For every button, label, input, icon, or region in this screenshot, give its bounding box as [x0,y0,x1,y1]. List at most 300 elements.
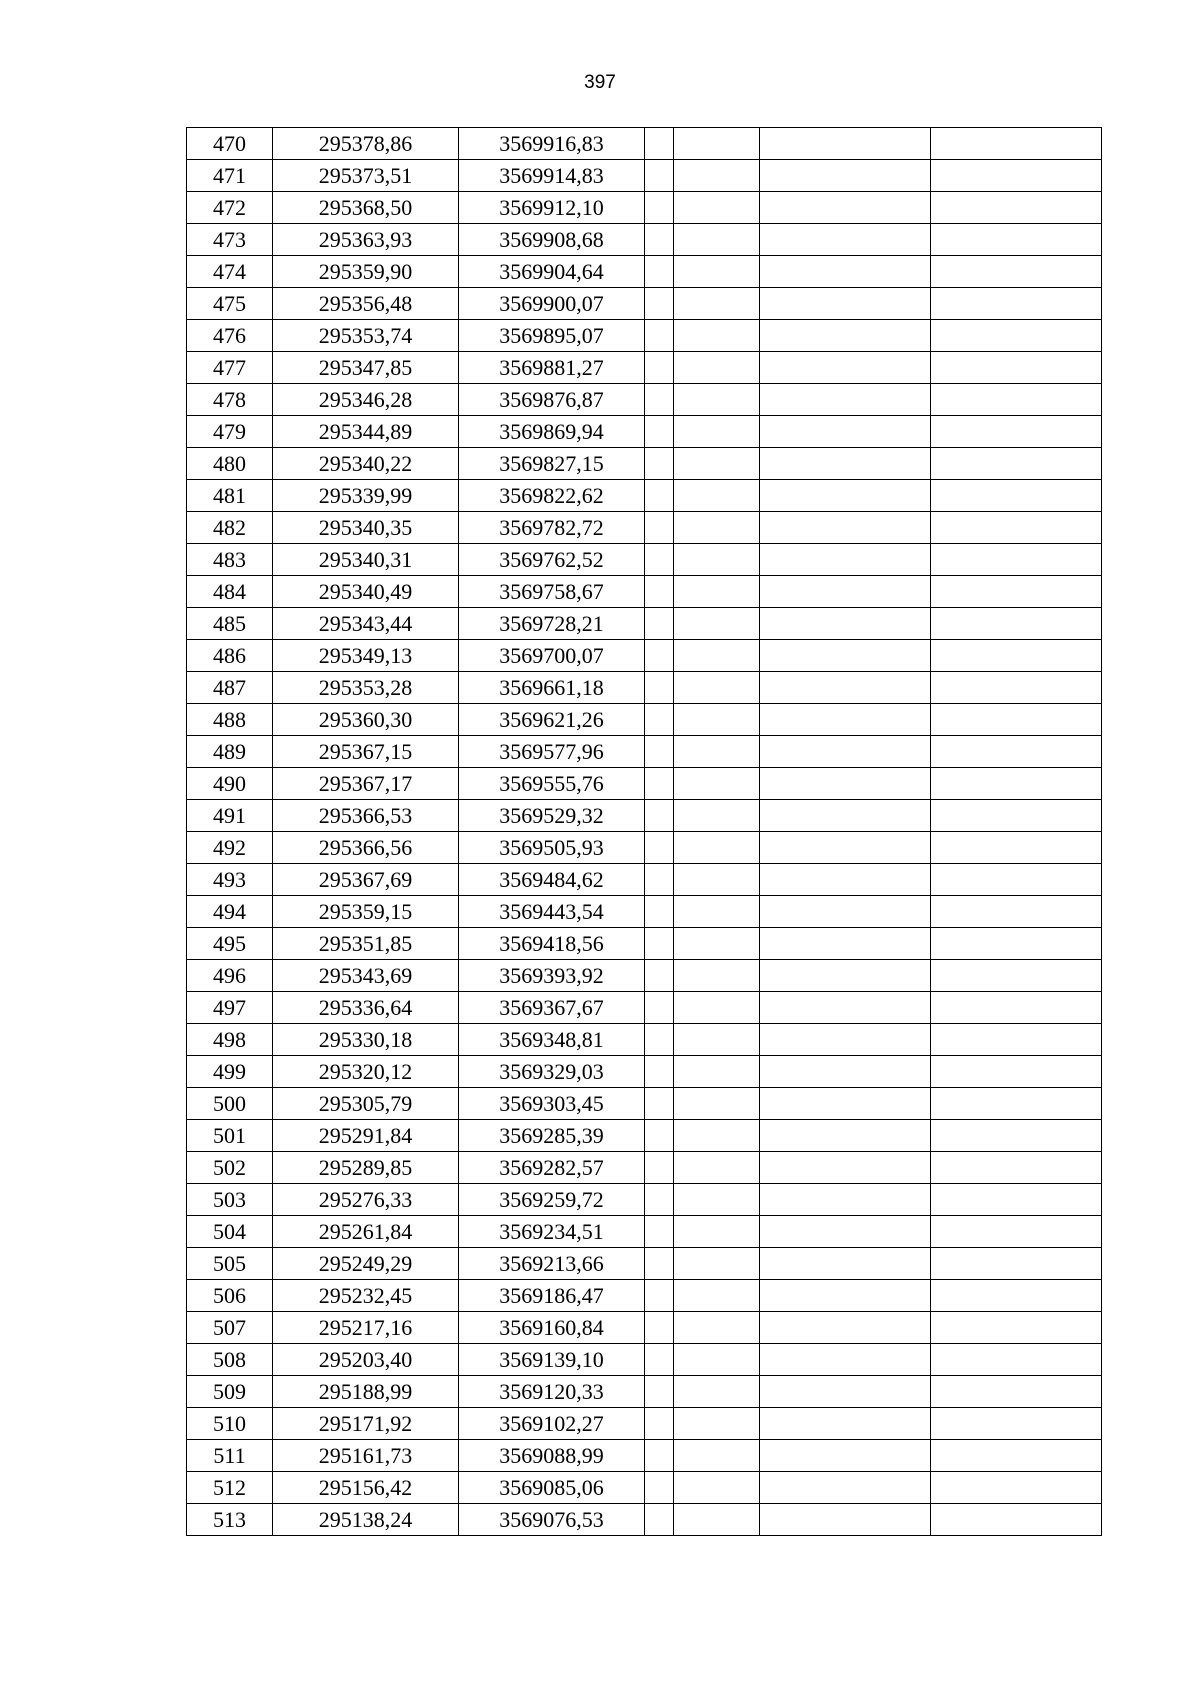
point-number-cell: 496 [187,960,273,992]
empty-cell [760,320,931,352]
table-row [187,992,1102,1024]
empty-cell [674,1440,760,1472]
point-number-cell: 488 [187,704,273,736]
empty-cell [674,1120,760,1152]
empty-cell [645,480,674,512]
point-number-cell: 498 [187,1024,273,1056]
empty-cell [760,288,931,320]
empty-cell [931,832,1102,864]
point-number-cell: 484 [187,576,273,608]
table-row [187,1408,1102,1440]
empty-cell [645,768,674,800]
x-coordinate-cell: 295343,44 [273,608,459,640]
y-coordinate-cell: 3569393,92 [459,960,645,992]
empty-cell [674,960,760,992]
y-coordinate-cell: 3569139,10 [459,1344,645,1376]
x-coordinate-cell: 295320,12 [273,1056,459,1088]
point-number-cell: 471 [187,160,273,192]
x-coordinate-cell: 295261,84 [273,1216,459,1248]
x-coordinate-cell: 295359,90 [273,256,459,288]
table-row [187,1312,1102,1344]
empty-cell [760,1504,931,1536]
point-number-cell: 499 [187,1056,273,1088]
empty-cell [674,288,760,320]
empty-cell [645,736,674,768]
empty-cell [674,128,760,160]
y-coordinate-cell: 3569285,39 [459,1120,645,1152]
empty-cell [674,160,760,192]
y-coordinate-cell: 3569914,83 [459,160,645,192]
point-number-cell: 485 [187,608,273,640]
empty-cell [760,512,931,544]
empty-cell [760,128,931,160]
coordinates-table [186,127,1102,1536]
table-row [187,704,1102,736]
y-coordinate-cell: 3569085,06 [459,1472,645,1504]
empty-cell [760,896,931,928]
empty-cell [674,704,760,736]
empty-cell [674,480,760,512]
empty-cell [760,768,931,800]
empty-cell [931,640,1102,672]
x-coordinate-cell: 295340,35 [273,512,459,544]
y-coordinate-cell: 3569102,27 [459,1408,645,1440]
x-coordinate-cell: 295360,30 [273,704,459,736]
y-coordinate-cell: 3569912,10 [459,192,645,224]
empty-cell [645,608,674,640]
x-coordinate-cell: 295138,24 [273,1504,459,1536]
empty-cell [931,1440,1102,1472]
y-coordinate-cell: 3569088,99 [459,1440,645,1472]
empty-cell [760,960,931,992]
empty-cell [931,768,1102,800]
empty-cell [760,800,931,832]
empty-cell [674,1344,760,1376]
table-row [187,384,1102,416]
table-row [187,960,1102,992]
x-coordinate-cell: 295330,18 [273,1024,459,1056]
point-number-cell: 511 [187,1440,273,1472]
empty-cell [645,1024,674,1056]
point-number-cell: 513 [187,1504,273,1536]
x-coordinate-cell: 295366,56 [273,832,459,864]
x-coordinate-cell: 295367,17 [273,768,459,800]
empty-cell [931,992,1102,1024]
table-row [187,480,1102,512]
x-coordinate-cell: 295156,42 [273,1472,459,1504]
point-number-cell: 472 [187,192,273,224]
empty-cell [674,544,760,576]
empty-cell [645,1440,674,1472]
table-row [187,1344,1102,1376]
point-number-cell: 481 [187,480,273,512]
table-row [187,448,1102,480]
point-number-cell: 489 [187,736,273,768]
empty-cell [931,1472,1102,1504]
empty-cell [760,384,931,416]
empty-cell [674,1248,760,1280]
empty-cell [645,640,674,672]
empty-cell [645,128,674,160]
x-coordinate-cell: 295161,73 [273,1440,459,1472]
table-row [187,1088,1102,1120]
table-row [187,512,1102,544]
empty-cell [674,992,760,1024]
empty-cell [760,448,931,480]
empty-cell [674,1376,760,1408]
point-number-cell: 476 [187,320,273,352]
y-coordinate-cell: 3569484,62 [459,864,645,896]
x-coordinate-cell: 295347,85 [273,352,459,384]
point-number-cell: 508 [187,1344,273,1376]
empty-cell [760,160,931,192]
table-row [187,1376,1102,1408]
y-coordinate-cell: 3569700,07 [459,640,645,672]
table-row [187,320,1102,352]
table-row [187,576,1102,608]
table-row [187,160,1102,192]
point-number-cell: 491 [187,800,273,832]
empty-cell [931,1248,1102,1280]
empty-cell [674,576,760,608]
empty-cell [931,576,1102,608]
x-coordinate-cell: 295353,74 [273,320,459,352]
table-row [187,800,1102,832]
table-row [187,1472,1102,1504]
table-row [187,768,1102,800]
x-coordinate-cell: 295305,79 [273,1088,459,1120]
table-row [187,1184,1102,1216]
table-row [187,1440,1102,1472]
x-coordinate-cell: 295378,86 [273,128,459,160]
empty-cell [645,1344,674,1376]
point-number-cell: 510 [187,1408,273,1440]
empty-cell [645,704,674,736]
empty-cell [674,224,760,256]
empty-cell [674,1056,760,1088]
y-coordinate-cell: 3569827,15 [459,448,645,480]
empty-cell [931,1120,1102,1152]
empty-cell [645,576,674,608]
empty-cell [760,256,931,288]
empty-cell [645,1312,674,1344]
point-number-cell: 506 [187,1280,273,1312]
point-number-cell: 479 [187,416,273,448]
empty-cell [931,160,1102,192]
empty-cell [674,1088,760,1120]
table-row [187,224,1102,256]
x-coordinate-cell: 295356,48 [273,288,459,320]
y-coordinate-cell: 3569329,03 [459,1056,645,1088]
y-coordinate-cell: 3569661,18 [459,672,645,704]
point-number-cell: 487 [187,672,273,704]
empty-cell [760,1184,931,1216]
empty-cell [931,352,1102,384]
empty-cell [674,864,760,896]
x-coordinate-cell: 295188,99 [273,1376,459,1408]
y-coordinate-cell: 3569758,67 [459,576,645,608]
empty-cell [674,416,760,448]
empty-cell [674,1216,760,1248]
empty-cell [645,512,674,544]
x-coordinate-cell: 295343,69 [273,960,459,992]
empty-cell [760,640,931,672]
empty-cell [931,256,1102,288]
x-coordinate-cell: 295291,84 [273,1120,459,1152]
empty-cell [931,288,1102,320]
empty-cell [760,1344,931,1376]
empty-cell [931,1088,1102,1120]
point-number-cell: 483 [187,544,273,576]
empty-cell [645,1088,674,1120]
point-number-cell: 504 [187,1216,273,1248]
x-coordinate-cell: 295340,49 [273,576,459,608]
point-number-cell: 505 [187,1248,273,1280]
y-coordinate-cell: 3569869,94 [459,416,645,448]
y-coordinate-cell: 3569555,76 [459,768,645,800]
empty-cell [674,640,760,672]
empty-cell [931,1056,1102,1088]
empty-cell [645,160,674,192]
table-row [187,1216,1102,1248]
empty-cell [645,1056,674,1088]
y-coordinate-cell: 3569505,93 [459,832,645,864]
empty-cell [760,1440,931,1472]
empty-cell [645,224,674,256]
y-coordinate-cell: 3569234,51 [459,1216,645,1248]
empty-cell [931,864,1102,896]
empty-cell [931,512,1102,544]
y-coordinate-cell: 3569443,54 [459,896,645,928]
x-coordinate-cell: 295349,13 [273,640,459,672]
point-number-cell: 470 [187,128,273,160]
y-coordinate-cell: 3569900,07 [459,288,645,320]
y-coordinate-cell: 3569728,21 [459,608,645,640]
empty-cell [645,352,674,384]
empty-cell [760,1472,931,1504]
table-row [187,1152,1102,1184]
x-coordinate-cell: 295366,53 [273,800,459,832]
empty-cell [931,544,1102,576]
empty-cell [931,384,1102,416]
empty-cell [645,896,674,928]
empty-cell [931,448,1102,480]
empty-cell [645,800,674,832]
y-coordinate-cell: 3569259,72 [459,1184,645,1216]
empty-cell [760,864,931,896]
point-number-cell: 475 [187,288,273,320]
empty-cell [931,928,1102,960]
empty-cell [760,1120,931,1152]
empty-cell [760,1248,931,1280]
empty-cell [674,1152,760,1184]
empty-cell [645,1120,674,1152]
empty-cell [645,992,674,1024]
empty-cell [760,1152,931,1184]
y-coordinate-cell: 3569120,33 [459,1376,645,1408]
empty-cell [674,1280,760,1312]
y-coordinate-cell: 3569904,64 [459,256,645,288]
y-coordinate-cell: 3569282,57 [459,1152,645,1184]
empty-cell [931,1024,1102,1056]
table-row [187,288,1102,320]
empty-cell [931,1152,1102,1184]
empty-cell [645,1376,674,1408]
y-coordinate-cell: 3569303,45 [459,1088,645,1120]
empty-cell [674,256,760,288]
empty-cell [760,192,931,224]
empty-cell [674,608,760,640]
empty-cell [674,1472,760,1504]
table-row [187,1280,1102,1312]
empty-cell [645,832,674,864]
empty-cell [760,736,931,768]
empty-cell [931,896,1102,928]
empty-cell [645,928,674,960]
point-number-cell: 495 [187,928,273,960]
empty-cell [674,352,760,384]
point-number-cell: 503 [187,1184,273,1216]
x-coordinate-cell: 295249,29 [273,1248,459,1280]
point-number-cell: 500 [187,1088,273,1120]
empty-cell [931,320,1102,352]
table-row [187,896,1102,928]
y-coordinate-cell: 3569822,62 [459,480,645,512]
x-coordinate-cell: 295171,92 [273,1408,459,1440]
empty-cell [931,224,1102,256]
x-coordinate-cell: 295367,69 [273,864,459,896]
x-coordinate-cell: 295359,15 [273,896,459,928]
x-coordinate-cell: 295339,99 [273,480,459,512]
empty-cell [931,608,1102,640]
empty-cell [674,832,760,864]
empty-cell [674,896,760,928]
empty-cell [931,704,1102,736]
empty-cell [645,864,674,896]
point-number-cell: 480 [187,448,273,480]
y-coordinate-cell: 3569529,32 [459,800,645,832]
empty-cell [674,448,760,480]
empty-cell [931,128,1102,160]
y-coordinate-cell: 3569367,67 [459,992,645,1024]
x-coordinate-cell: 295373,51 [273,160,459,192]
table-row [187,1504,1102,1536]
empty-cell [645,448,674,480]
empty-cell [674,320,760,352]
table-row [187,352,1102,384]
point-number-cell: 473 [187,224,273,256]
empty-cell [645,1504,674,1536]
y-coordinate-cell: 3569916,83 [459,128,645,160]
empty-cell [645,1248,674,1280]
empty-cell [645,960,674,992]
empty-cell [760,1312,931,1344]
table-row [187,736,1102,768]
empty-cell [931,1216,1102,1248]
x-coordinate-cell: 295368,50 [273,192,459,224]
y-coordinate-cell: 3569895,07 [459,320,645,352]
empty-cell [931,1280,1102,1312]
empty-cell [674,928,760,960]
table-row [187,928,1102,960]
empty-cell [931,1408,1102,1440]
empty-cell [645,384,674,416]
empty-cell [931,1376,1102,1408]
table-row [187,256,1102,288]
point-number-cell: 478 [187,384,273,416]
empty-cell [760,832,931,864]
empty-cell [931,1344,1102,1376]
empty-cell [931,192,1102,224]
empty-cell [931,672,1102,704]
x-coordinate-cell: 295344,89 [273,416,459,448]
empty-cell [645,288,674,320]
empty-cell [760,608,931,640]
x-coordinate-cell: 295203,40 [273,1344,459,1376]
point-number-cell: 502 [187,1152,273,1184]
empty-cell [760,352,931,384]
point-number-cell: 493 [187,864,273,896]
table-row [187,1248,1102,1280]
x-coordinate-cell: 295353,28 [273,672,459,704]
x-coordinate-cell: 295367,15 [273,736,459,768]
table-row [187,1120,1102,1152]
x-coordinate-cell: 295217,16 [273,1312,459,1344]
empty-cell [760,992,931,1024]
x-coordinate-cell: 295336,64 [273,992,459,1024]
y-coordinate-cell: 3569186,47 [459,1280,645,1312]
empty-cell [760,480,931,512]
y-coordinate-cell: 3569348,81 [459,1024,645,1056]
y-coordinate-cell: 3569782,72 [459,512,645,544]
empty-cell [645,416,674,448]
empty-cell [760,544,931,576]
empty-cell [931,960,1102,992]
empty-cell [645,1472,674,1504]
point-number-cell: 492 [187,832,273,864]
y-coordinate-cell: 3569881,27 [459,352,645,384]
empty-cell [931,800,1102,832]
empty-cell [931,1184,1102,1216]
empty-cell [760,1056,931,1088]
empty-cell [931,1504,1102,1536]
empty-cell [674,736,760,768]
point-number-cell: 494 [187,896,273,928]
y-coordinate-cell: 3569762,52 [459,544,645,576]
empty-cell [674,192,760,224]
empty-cell [674,800,760,832]
y-coordinate-cell: 3569160,84 [459,1312,645,1344]
empty-cell [645,672,674,704]
empty-cell [645,1152,674,1184]
y-coordinate-cell: 3569418,56 [459,928,645,960]
point-number-cell: 501 [187,1120,273,1152]
empty-cell [674,1184,760,1216]
empty-cell [760,704,931,736]
y-coordinate-cell: 3569213,66 [459,1248,645,1280]
empty-cell [760,1088,931,1120]
table-row [187,1024,1102,1056]
point-number-cell: 486 [187,640,273,672]
table-row [187,608,1102,640]
empty-cell [674,1312,760,1344]
empty-cell [674,384,760,416]
empty-cell [760,1024,931,1056]
empty-cell [674,1504,760,1536]
point-number-cell: 482 [187,512,273,544]
empty-cell [645,320,674,352]
point-number-cell: 509 [187,1376,273,1408]
